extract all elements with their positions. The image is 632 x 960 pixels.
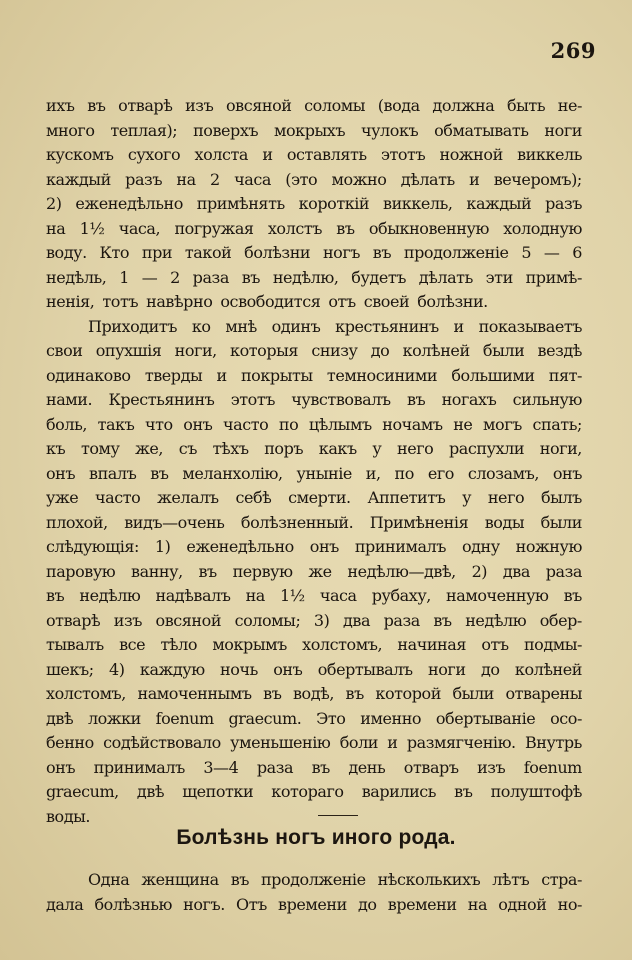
text-line: одинаково тверды и покрыты темносиними большими пят- — [46, 365, 582, 385]
text-line: боль, такъ что онъ часто по цѣлымъ ночамъ не могъ спать; — [46, 414, 582, 434]
text-line: нами. Крестьянинъ этотъ чувствовалъ въ ногахъ сильную — [46, 390, 582, 409]
text-line: воды. — [46, 806, 91, 826]
text-line: тывалъ все тѣло мокрымъ холстомъ, начиная отъ подмы- — [46, 635, 582, 654]
text-line: въ недѣлю надѣвалъ на 1½ часа рубаху, намоченную въ — [46, 586, 582, 605]
text-line: шекъ; 4) каждую ночь онъ обертывалъ ноги до колѣней — [46, 659, 582, 679]
text-line: ненія, тотъ навѣрно освободится отъ своей болѣзни. — [46, 292, 488, 311]
text-line: ихъ въ отварѣ изъ овсяной соломы (вода должна быть не- — [46, 96, 582, 115]
page-number: 269 — [550, 38, 596, 63]
section-divider — [318, 815, 358, 816]
text-line: онъ впалъ въ меланхолію, уныніе и, по его слозамъ, онъ — [46, 463, 582, 483]
text-line: каждый разъ на 2 часа (это можно дѣлать и вечеромъ); — [46, 169, 582, 189]
paragraph-3 — [46, 868, 582, 917]
text-line: много теплая); поверхъ мокрыхъ чулокъ обматывать ноги — [46, 120, 582, 140]
text-line: паровую ванну, въ первую же недѣлю—двѣ, 2) два раза — [46, 561, 582, 581]
text-line: отварѣ изъ овсяной соломы; 3) два раза въ недѣлю обер- — [46, 610, 582, 630]
paragraph-1 — [46, 94, 582, 315]
section-text — [46, 868, 582, 917]
text-line: дала болѣзнью ногъ. Отъ времени до времени на одной но- — [46, 894, 582, 914]
text-line: кускомъ сухого холста и оставлять этотъ ножной виккель — [46, 145, 582, 164]
text-line: Приходитъ ко мнѣ одинъ крестьянинъ и показываетъ — [88, 316, 582, 336]
text-line: свои опухшія ноги, которыя снизу до колѣней были вездѣ — [46, 341, 582, 360]
text-line: бенно содѣйствовало уменьшенію боли и размягченію. Внутрь — [46, 733, 582, 752]
text-line: слѣдующія: 1) еженедѣльно онъ принималъ одну ножную — [46, 537, 582, 556]
section-heading: Болѣзнь ногъ иного рода. — [176, 826, 456, 849]
text-line: на 1½ часа, погружая холстъ въ обыкновенную холодную — [46, 218, 582, 238]
text-line: двѣ ложки foenum graecum. Это именно обертываніе осо- — [46, 708, 582, 728]
text-line: Одна женщина въ продолженіе нѣсколькихъ лѣтъ стра- — [88, 870, 582, 889]
text-line: недѣль, 1 — 2 раза въ недѣлю, будетъ дѣлать эти примѣ- — [46, 267, 582, 287]
text-line: къ тому же, съ тѣхъ поръ какъ у него распухли ноги, — [46, 439, 582, 458]
paragraph-2 — [46, 315, 582, 830]
text-line: воду. Кто при такой болѣзни ногъ въ продолженіе 5 — 6 — [46, 243, 582, 262]
text-line: плохой, видъ—очень болѣзненный. Примѣненія воды были — [46, 512, 582, 532]
text-line: онъ принималъ 3—4 раза въ день отваръ изъ foenum — [46, 757, 582, 777]
text-line: холстомъ, намоченнымъ въ водѣ, въ которой были отварены — [46, 684, 582, 703]
text-line: 2) еженедѣльно примѣнять короткій виккель, каждый разъ — [46, 194, 582, 213]
main-text — [46, 94, 582, 829]
text-line: уже часто желалъ себѣ смерти. Аппетитъ у него былъ — [46, 488, 582, 507]
text-line: graecum, двѣ щепотки котораго варились въ полуштофѣ — [46, 782, 582, 801]
